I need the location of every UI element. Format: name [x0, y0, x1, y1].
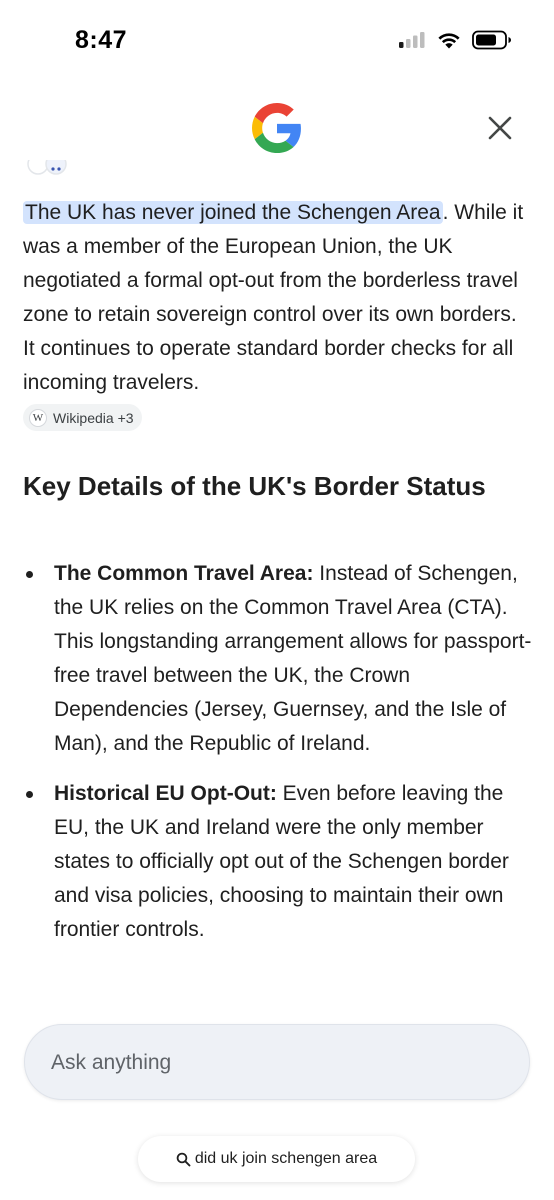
bullet-text: Instead of Schengen, the UK relies on the Common Travel Area (CTA). This longstanding arrangement allows for passport-free travel between the UK, the Crown Dependencies (Jersey, Guernsey, and the Isle of Man), and the Republic of Ireland.: [54, 562, 532, 755]
status-icons: [398, 30, 512, 50]
bullet-title: Historical EU Opt-Out:: [54, 782, 277, 805]
battery-icon: [472, 30, 512, 50]
section-heading: Key Details of the UK's Border Status: [23, 471, 486, 501]
ai-answer-content: [23, 196, 533, 963]
status-time: 8:47: [75, 26, 128, 54]
google-g-logo: [252, 103, 302, 153]
header: [0, 98, 554, 160]
bullet-list: [23, 557, 533, 947]
bullet-icon: [26, 571, 33, 578]
query-pill[interactable]: [138, 1136, 415, 1182]
scrolled-source-icons: [24, 160, 94, 178]
bullet-icon: [26, 791, 33, 798]
answer-period: .: [442, 201, 449, 224]
status-bar: [0, 0, 554, 80]
list-item: [23, 557, 533, 761]
cellular-signal-icon: [398, 31, 426, 49]
search-icon: [176, 1152, 191, 1167]
wikipedia-icon: W: [29, 409, 47, 427]
close-icon: [482, 110, 518, 146]
ask-input[interactable]: [51, 1043, 491, 1083]
source-chip-label: Wikipedia +3: [53, 409, 134, 426]
ask-box[interactable]: [24, 1024, 530, 1100]
list-item: [23, 777, 533, 947]
close-button[interactable]: [482, 110, 518, 146]
query-pill-label: did uk join schengen area: [194, 1150, 378, 1167]
answer-paragraph: [23, 196, 533, 400]
answer-text: While it was a member of the European Union, the UK negotiated a formal opt-out from the borderless travel zone to retain sovereign control over its own borders. It continues to operate standard border checks for all incoming travelers.: [23, 201, 524, 394]
bullet-title: The Common Travel Area:: [54, 562, 314, 585]
answer-highlight: The UK has never joined the Schengen Area: [25, 201, 441, 224]
bullet-text: Even before leaving the EU, the UK and Ireland were the only member states to officially opt out of the Schengen border and visa policies, choosing to maintain their own frontier controls.: [54, 782, 509, 941]
source-chip[interactable]: [23, 404, 142, 431]
wifi-icon: [436, 31, 462, 50]
